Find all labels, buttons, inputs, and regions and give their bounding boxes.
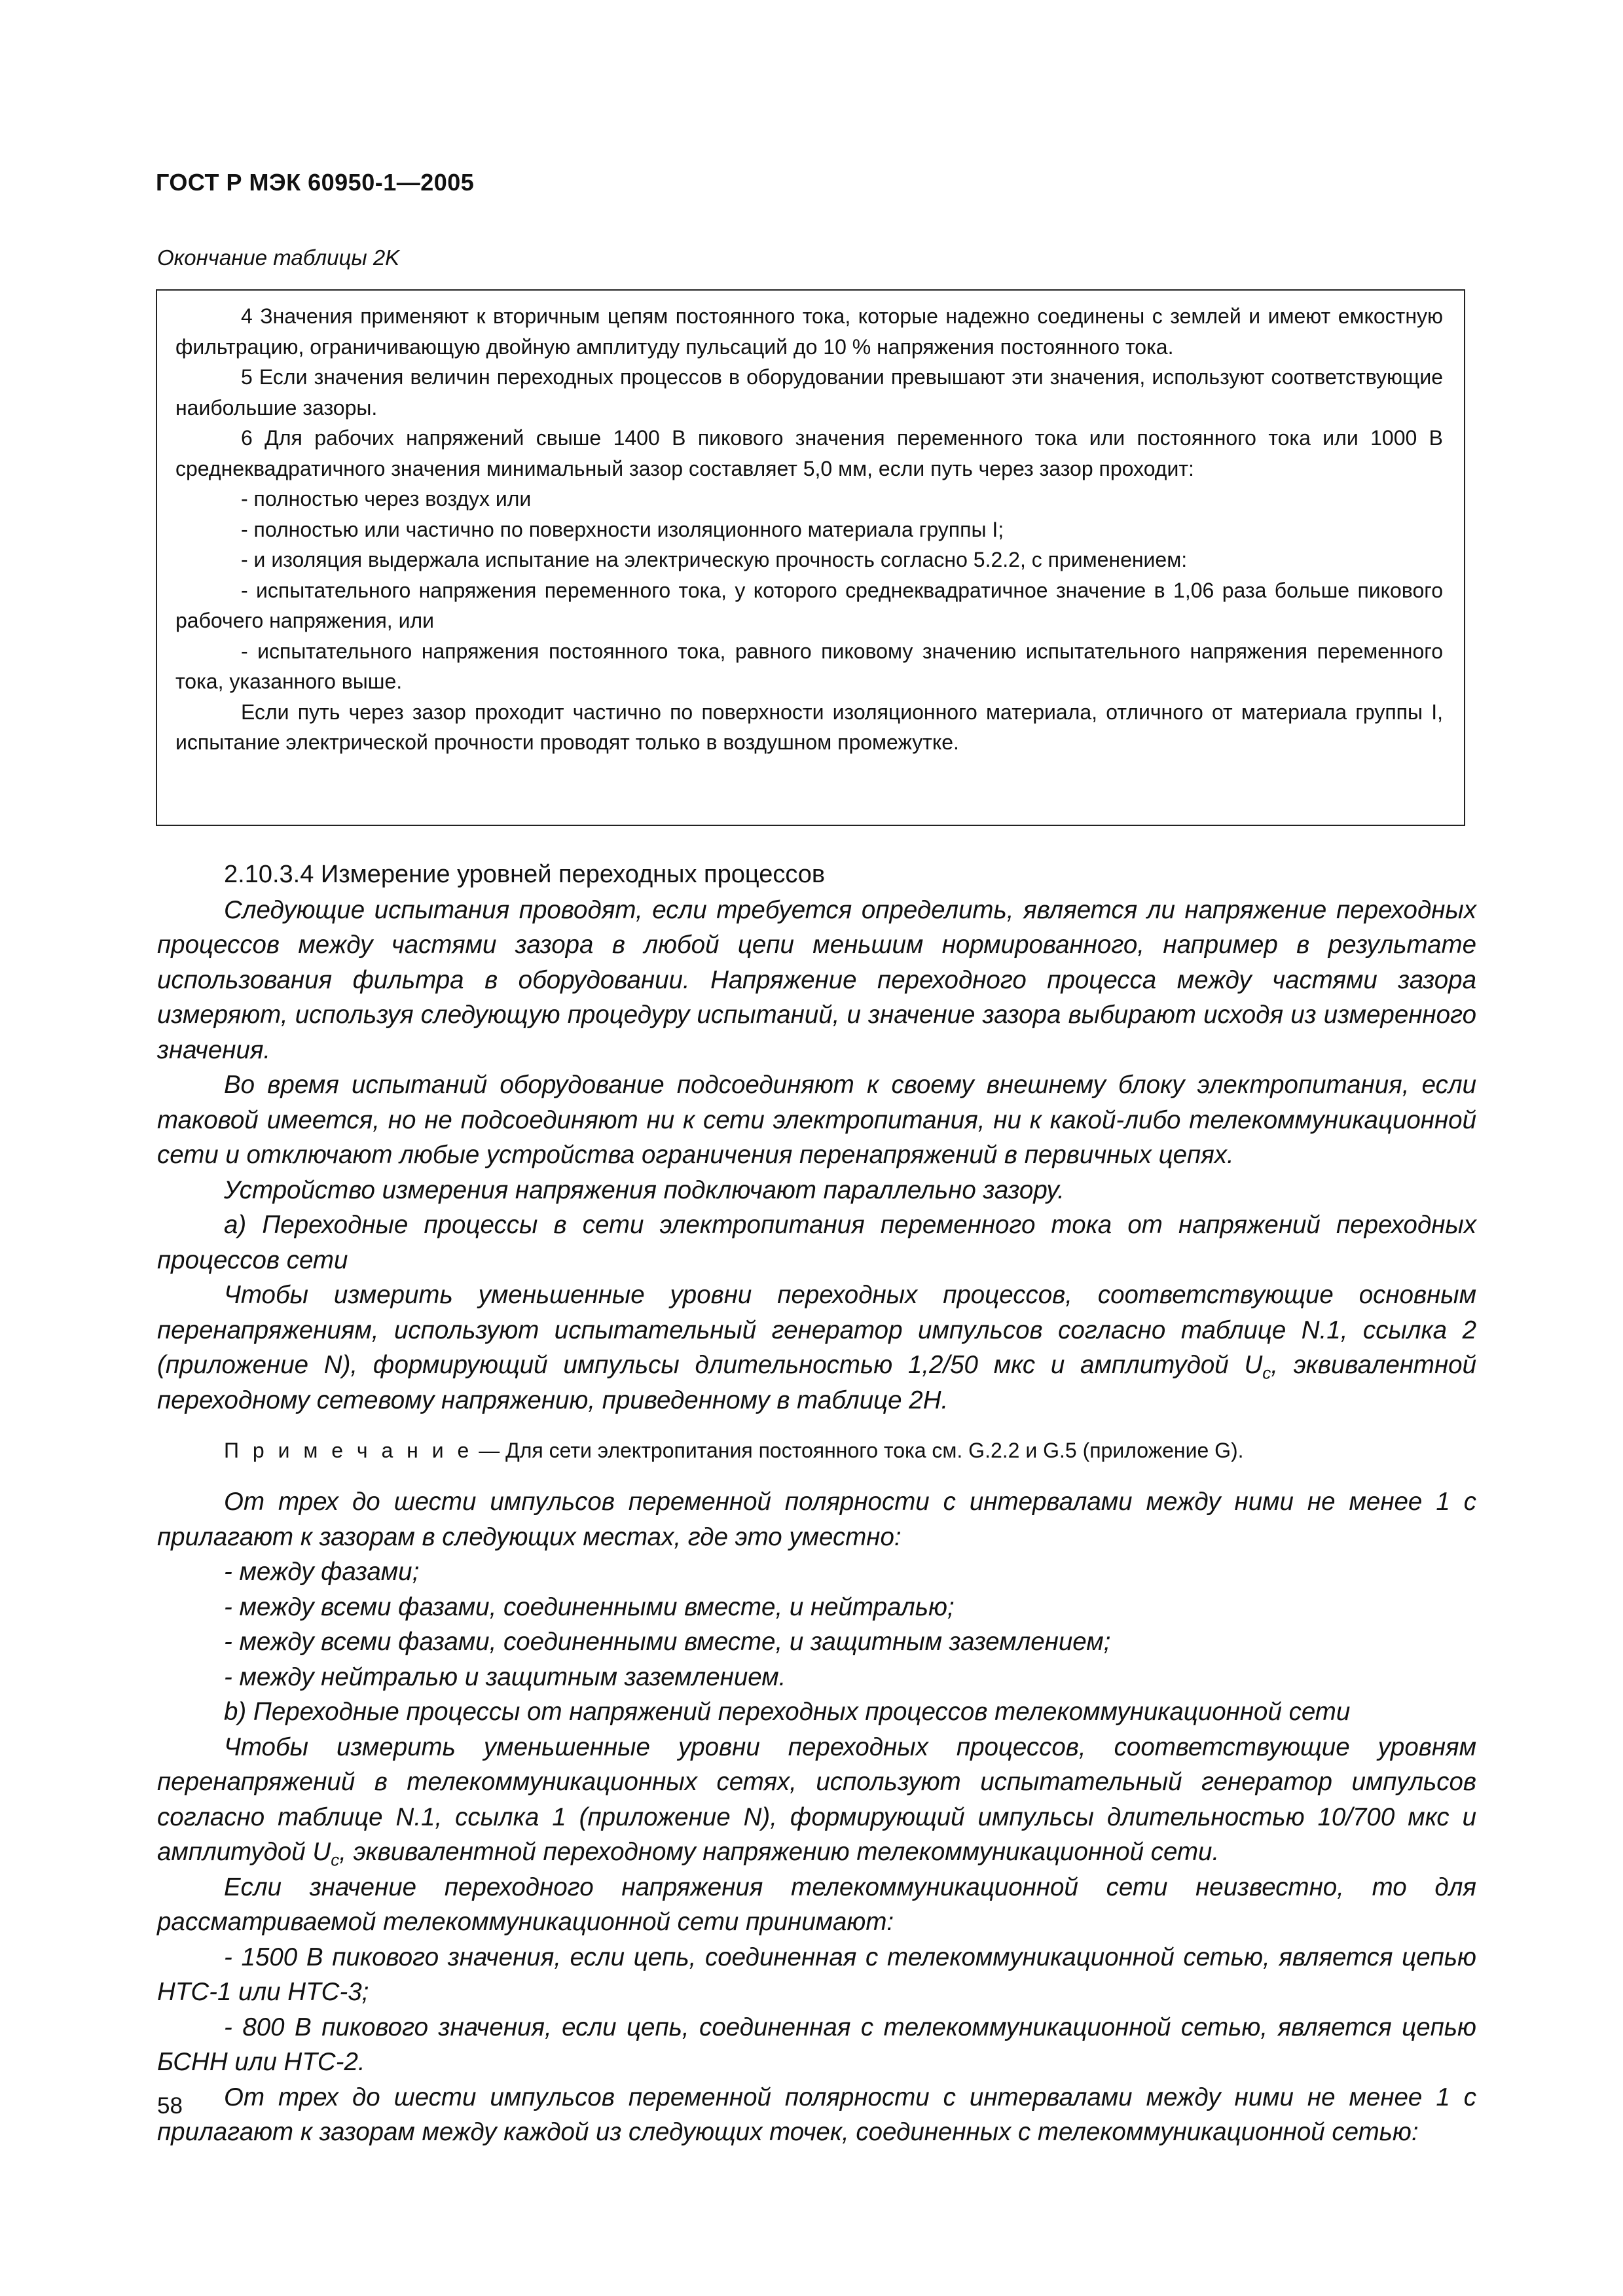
section-body (157, 857, 1476, 2150)
table-note: 5 Если значения величин переходных процессов в оборудовании превышают эти значения, используют соответствующие наибольшие зазоры. (175, 365, 1443, 420)
text-run: , эквивалентной переходному напряжению телекоммуникационной сети. (339, 1838, 1220, 1866)
body-paragraph: Во время испытаний оборудование подсоединяют к своему внешнему блоку электропитания, если таковой имеется, но не подсоединяют ни к сети электропитания, ни к какой-либо телекоммуникационной сети и отключают любые устройства ограничения перенапряжений в первичных цепях. (157, 1071, 1476, 1169)
table-note-list-item: - и изоляция выдержала испытание на электрическую прочность согласно 5.2.2, с применением: (241, 548, 1188, 571)
table-note-list-item: - испытательного напряжения переменного тока, у которого среднеквадратичное значение в 1,06 раза больше пикового рабочего напряжения, или (175, 578, 1443, 632)
note-paragraph (157, 1436, 1476, 1465)
table-note-list-item: - полностью или частично по поверхности изоляционного материала группы I; (241, 517, 1004, 541)
section-heading: 2.10.3.4 Измерение уровней переходных процессов (224, 861, 826, 888)
subsection-a-title: a) Переходные процессы в сети электропитания переменного тока от напряжений переходных процессов сети (157, 1211, 1476, 1274)
note-text: — Для сети электропитания постоянного тока см. G.2.2 и G.5 (приложение G). (473, 1439, 1244, 1462)
subsection-b-title: b) Переходные процессы от напряжений переходных процессов телекоммуникационной сети (224, 1698, 1351, 1726)
note-label: П р и м е ч а н и е (224, 1439, 473, 1462)
text-run: Чтобы измерить уменьшенные уровни переходных процессов, соответствующие уровням перенапряжений в телекоммуникационных сетях, используют испытательный генератор импульсов согласно таблице N.1, ссылка 1 (приложение N), формирующий импульсы длительностью 10/700 мкс и амплитудой U (157, 1732, 1476, 1866)
document-header: ГОСТ Р МЭК 60950-1—2005 (156, 169, 475, 196)
list-item: - 1500 В пикового значения, если цепь, соединенная с телекоммуникационной сетью, является цепью НТС-1 или НТС-3; (157, 1943, 1476, 2006)
table-note: 6 Для рабочих напряжений свыше 1400 В пикового значения переменного тока или постоянного тока или 1000 В среднеквадратичного значения минимальный зазор составляет 5,0 мм, если путь через зазор проходит: (175, 426, 1443, 480)
body-paragraph: От трех до шести импульсов переменной полярности с интервалами между ними не менее 1 с прилагают к зазорам между каждой из следующих точек, соединенных с телекоммуникационной сетью: (157, 2083, 1476, 2146)
subscript: c (1262, 1363, 1271, 1383)
body-paragraph (157, 1278, 1476, 1418)
list-item: - 800 В пикового значения, если цепь, соединенная с телекоммуникационной сетью, является цепью БСНН или НТС-2. (157, 2013, 1476, 2076)
body-paragraph: Устройство измерения напряжения подключают параллельно зазору. (224, 1175, 1065, 1204)
body-paragraph: Следующие испытания проводят, если требуется определить, является ли напряжение переходных процессов между частями зазора в любой цепи меньшим нормированного, например в результате использования фильтра в оборудовании. Напряжение переходного процесса между частями зазора измеряют, используя следующую процедуру испытаний, и значение зазора выбирают исходя из измеренного значения. (157, 895, 1476, 1064)
table-note-list-item: - испытательного напряжения постоянного тока, равного пиковому значению испытательного напряжения переменного тока, указанного выше. (175, 639, 1443, 693)
list-item: - между нейтралью и защитным заземлением. (224, 1662, 786, 1691)
text-run: , эквивалентной переходному сетевому напряжению, приведенному в таблице 2H. (157, 1351, 1476, 1414)
page-number: 58 (157, 2093, 183, 2119)
body-paragraph: Если значение переходного напряжения телекоммуникационной сети неизвестно, то для рассматриваемой телекоммуникационной сети принимают: (157, 1873, 1476, 1936)
list-item: - между всеми фазами, соединенными вместе, и нейтралью; (224, 1592, 955, 1621)
table-note: Если путь через зазор проходит частично по поверхности изоляционного материала, отличного от материала группы I, испытание электрической прочности проводят только в воздушном промежутке. (175, 700, 1443, 754)
table-note-list-item: - полностью через воздух или (241, 487, 532, 511)
subscript: c (331, 1850, 340, 1870)
table-caption: Окончание таблицы 2K (157, 245, 400, 270)
body-paragraph (157, 1730, 1476, 1870)
body-paragraph: От трех до шести импульсов переменной полярности с интервалами между ними не менее 1 с прилагают к зазорам в следующих местах, где это уместно: (157, 1488, 1476, 1551)
text-run: Чтобы измерить уменьшенные уровни переходных процессов, соответствующие основным перенапряжениям, используют испытательный генератор импульсов согласно таблице N.1, ссылка 2 (приложение N), формирующий импульсы длительностью 1,2/50 мкс и амплитудой U (157, 1281, 1476, 1379)
list-item: - между всеми фазами, соединенными вместе, и защитным заземлением; (224, 1628, 1111, 1656)
table-notes-box (156, 289, 1465, 826)
list-item: - между фазами; (224, 1558, 420, 1586)
table-note: 4 Значения применяют к вторичным цепям постоянного тока, которые надежно соединены с землей и имеют емкостную фильтрацию, ограничивающую двойную амплитуду пульсаций до 10 % напряжения постоянного тока. (175, 304, 1443, 359)
